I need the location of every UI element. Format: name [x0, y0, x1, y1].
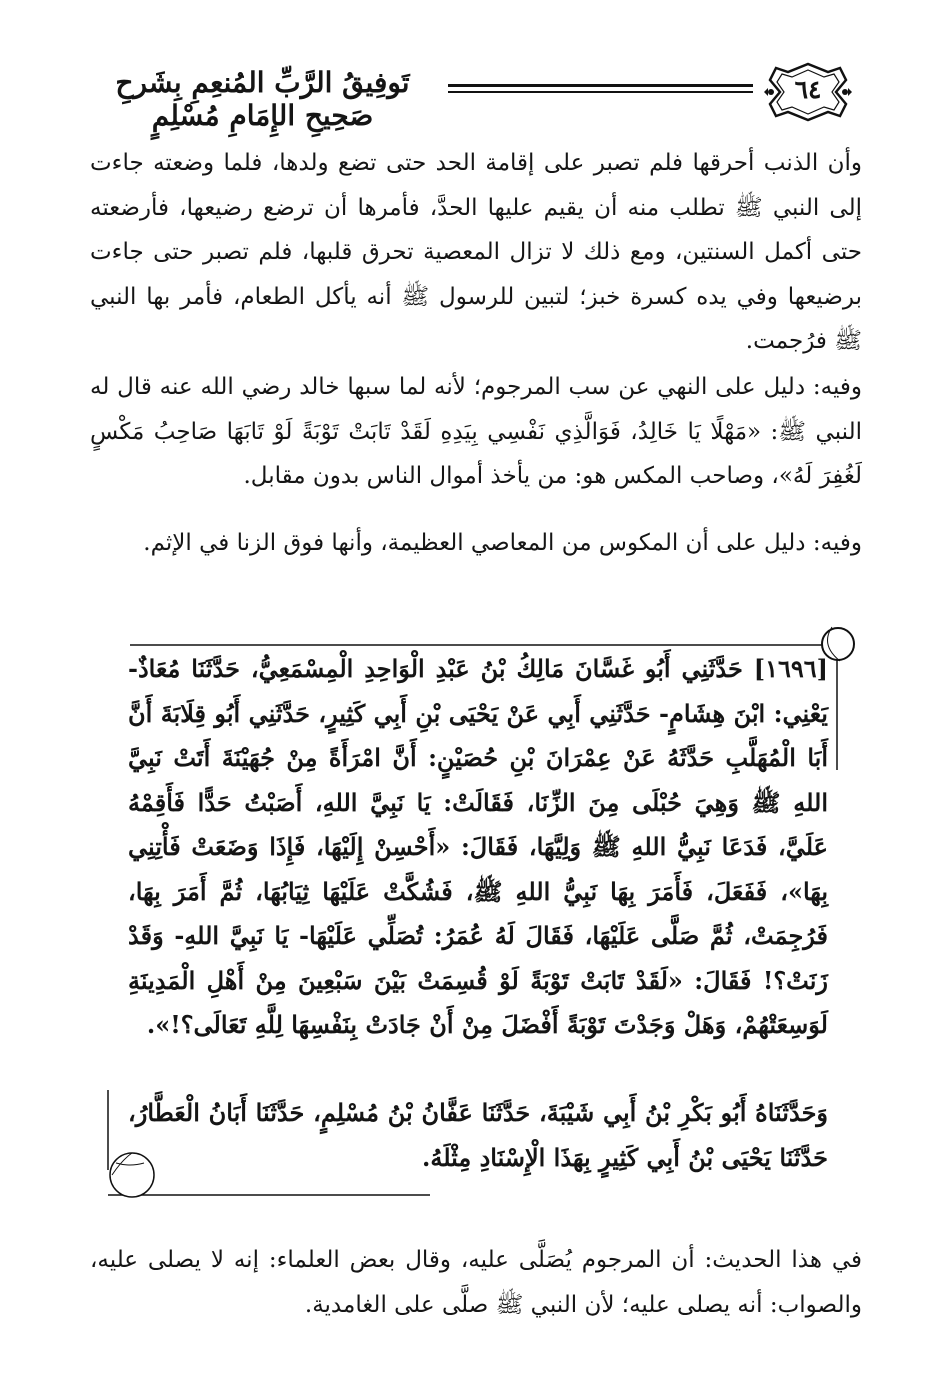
paragraph-1: وأن الذنب أحرقها فلم تصبر على إقامة الحد حتى تضع ولدها، فلما وضعته جاءت إلى النبي ﷺ تطلب منه أن يقيم عليها الحدَّ، فأمرها أن ترضع رضيعها، فأرضعته حتى أكمل السنتين، ومع ذلك لا تزال المعصية تحرق قلبها، فلم تصبر حتى جاءت برضيعها وفي يده كسرة خبز؛ لتبين للرسول ﷺ أنه يأكل الطعام، فأمر بها النبي ﷺ فرُجمت. [90, 150, 862, 354]
page-number: ٦٤ [794, 75, 822, 104]
paragraph-2: وفيه: دليل على النهي عن سب المرجوم؛ لأنه لما سبها خالد رضي الله عنه قال له النبي ﷺ: «مَهْلًا يَا خَالِدُ، فَوَالَّذِي نَفْسِي بِيَدِهِ لَقَدْ تَابَتْ تَوْبَةً لَوْ تَابَهَا صَاحِبُ مَكْسٍ لَغُفِرَ لَهُ»، وصاحب المكس هو: من يأخذ أموال الناس بدون مقابل. [90, 374, 862, 489]
book-title: تَوفِيقُ الرَّبِّ المُنعِمِ بِشَرحِ صَحِيحِ الإِمَامِ مُسْلِمٍ [115, 66, 410, 132]
page-number-badge [762, 60, 854, 124]
page-header [90, 60, 880, 130]
hadith-chain: وَحَدَّثَنَاهُ أَبُو بَكْرِ بْنُ أَبِي شَيْبَةَ، حَدَّثَنَا عَفَّانُ بْنُ مُسْلِمٍ، حَدَّثَنَا أَبَانُ الْعَطَّارُ، حَدَّثَنَا يَحْيَى بْنُ أَبِي كَثِيرٍ بِهَذَا الْإِسْنَادِ مِثْلَهُ. [128, 1098, 828, 1172]
hadith-text: [١٦٩٦] حَدَّثَنِي أَبُو غَسَّانَ مَالِكُ بْنُ عَبْدِ الْوَاحِدِ الْمِسْمَعِيُّ، حَدَّثَنَا مُعَاذٌ- يَعْنِي: ابْنَ هِشَامٍ- حَدَّثَنِي أَبِي عَنْ يَحْيَى بْنِ أَبِي كَثِيرٍ، حَدَّثَنِي أَبُو قِلَابَةَ أَنَّ أَبَا الْمُهَلَّبِ حَدَّثَهُ عَنْ عِمْرَانَ بْنِ حُصَيْنٍ: أَنَّ امْرَأَةً مِنْ جُهَيْنَةَ أَتَتْ نَبِيَّ اللهِ ﷺ وَهِيَ حُبْلَى مِنَ الزِّنَا، فَقَالَتْ: يَا نَبِيَّ اللهِ، أَصَبْتُ حَدًّا فَأَقِمْهُ عَلَيَّ، فَدَعَا نَبِيُّ اللهِ ﷺ وَلِيَّهَا، فَقَالَ: «أَحْسِنْ إِلَيْهَا، فَإِذَا وَضَعَتْ فَأْتِنِي بِهَا»، فَفَعَلَ، فَأَمَرَ بِهَا نَبِيُّ اللهِ ﷺ، فَشُكَّتْ عَلَيْهَا ثِيَابُهَا، ثُمَّ أَمَرَ بِهَا، فَرُجِمَتْ، ثُمَّ صَلَّى عَلَيْهَا، فَقَالَ لَهُ عُمَرُ: تُصَلِّي عَلَيْهَا- يَا نَبِيَّ اللهِ- وَقَدْ زَنَتْ؟! فَقَالَ: «لَقَدْ تَابَتْ تَوْبَةً لَوْ قُسِمَتْ بَيْنَ سَبْعِينَ مِنْ أَهْلِ الْمَدِينَةِ لَوَسِعَتْهُمْ، وَهَلْ وَجَدْتَ تَوْبَةً أَفْضَلَ مِنْ أَنْ جَادَتْ بِنَفْسِهَا لِلَّهِ تَعَالَى؟!». [128, 654, 828, 1039]
paragraph-3: وفيه: دليل على أن المكوس من المعاصي العظيمة، وأنها فوق الزنا في الإثم. [143, 530, 862, 556]
header-rule [448, 84, 753, 87]
header-rule-thin [448, 91, 753, 93]
commentary-paragraph: في هذا الحديث: أن المرجوم يُصَلَّى عليه، وقال بعض العلماء: إنه لا يصلى عليه، والصواب: أنه يصلى عليه؛ لأن النبي ﷺ صلَّى على الغامدية. [90, 1247, 862, 1318]
